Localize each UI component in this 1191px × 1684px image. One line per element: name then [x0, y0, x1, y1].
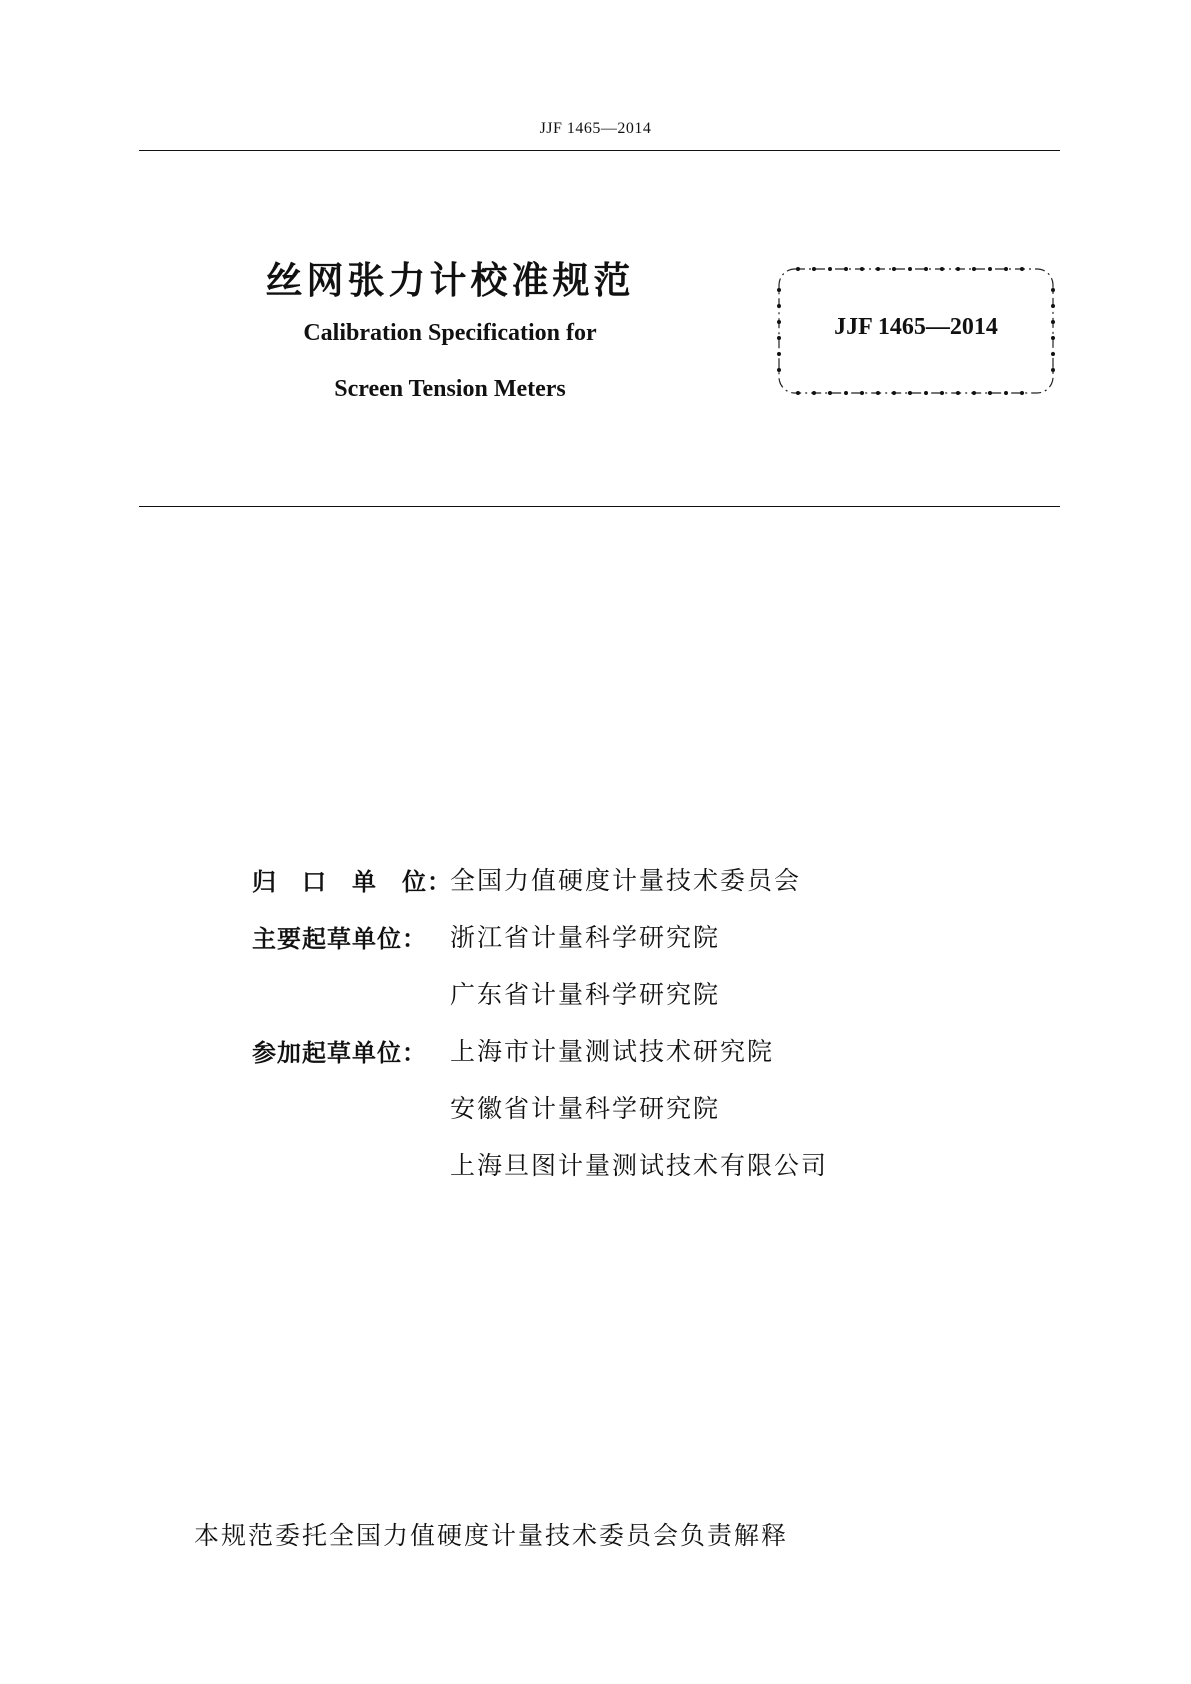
frame-dot — [777, 304, 781, 308]
frame-dot — [828, 267, 832, 271]
frame-dot — [972, 391, 976, 395]
unit-value-main-drafting-2: 广东省计量科学研究院 — [450, 980, 721, 1009]
unit-value-main-drafting-1: 浙江省计量科学研究院 — [450, 923, 721, 952]
frame-dot — [812, 391, 816, 395]
frame-dot — [796, 391, 800, 395]
frame-dot — [972, 267, 976, 271]
unit-value-participating-2: 安徽省计量科学研究院 — [450, 1094, 721, 1123]
frame-dot — [892, 391, 896, 395]
frame-dot — [1004, 391, 1008, 395]
frame-dot — [777, 352, 781, 356]
top-rule — [139, 150, 1060, 151]
frame-dot — [828, 391, 832, 395]
unit-value-participating-3: 上海旦图计量测试技术有限公司 — [450, 1151, 829, 1180]
frame-dot — [876, 267, 880, 271]
unit-value-responsible: 全国力值硬度计量技术委员会 — [450, 866, 802, 895]
frame-dot — [777, 368, 781, 372]
frame-dot — [924, 267, 928, 271]
frame-dot — [1051, 368, 1055, 372]
frame-dot — [1051, 304, 1055, 308]
header-code: JJF 1465—2014 — [539, 120, 652, 137]
frame-dot — [1020, 391, 1024, 395]
frame-dot — [812, 267, 816, 271]
frame-dot — [988, 391, 992, 395]
unit-label-responsible: 归 口 单 位： — [252, 868, 452, 896]
frame-dot — [844, 267, 848, 271]
frame-dot — [908, 267, 912, 271]
frame-dot — [1020, 267, 1024, 271]
frame-dot — [924, 391, 928, 395]
frame-dot — [860, 391, 864, 395]
frame-dot — [956, 267, 960, 271]
unit-label-participating: 参加起草单位： — [252, 1039, 427, 1067]
bottom-rule — [139, 506, 1060, 507]
frame-dot — [988, 267, 992, 271]
frame-dot — [777, 288, 781, 292]
title-english-line2: Screen Tension Meters — [334, 376, 566, 402]
frame-dot — [860, 267, 864, 271]
frame-dot — [940, 267, 944, 271]
frame-dot — [1004, 267, 1008, 271]
frame-dot — [956, 391, 960, 395]
unit-value-participating-1: 上海市计量测试技术研究院 — [450, 1037, 775, 1066]
frame-dot — [1051, 352, 1055, 356]
footer-interpretation-note: 本规范委托全国力值硬度计量技术委员会负责解释 — [194, 1521, 789, 1550]
frame-dot — [844, 391, 848, 395]
frame-dot — [940, 391, 944, 395]
frame-dot — [1051, 288, 1055, 292]
title-chinese: 丝网张力计校准规范 — [265, 259, 635, 302]
frame-dot — [892, 267, 896, 271]
unit-label-main-drafting: 主要起草单位： — [252, 925, 427, 953]
frame-dot — [796, 267, 800, 271]
frame-dot — [908, 391, 912, 395]
code-box-text: JJF 1465—2014 — [834, 314, 998, 340]
title-english-line1: Calibration Specification for — [303, 320, 597, 346]
frame-dot — [876, 391, 880, 395]
